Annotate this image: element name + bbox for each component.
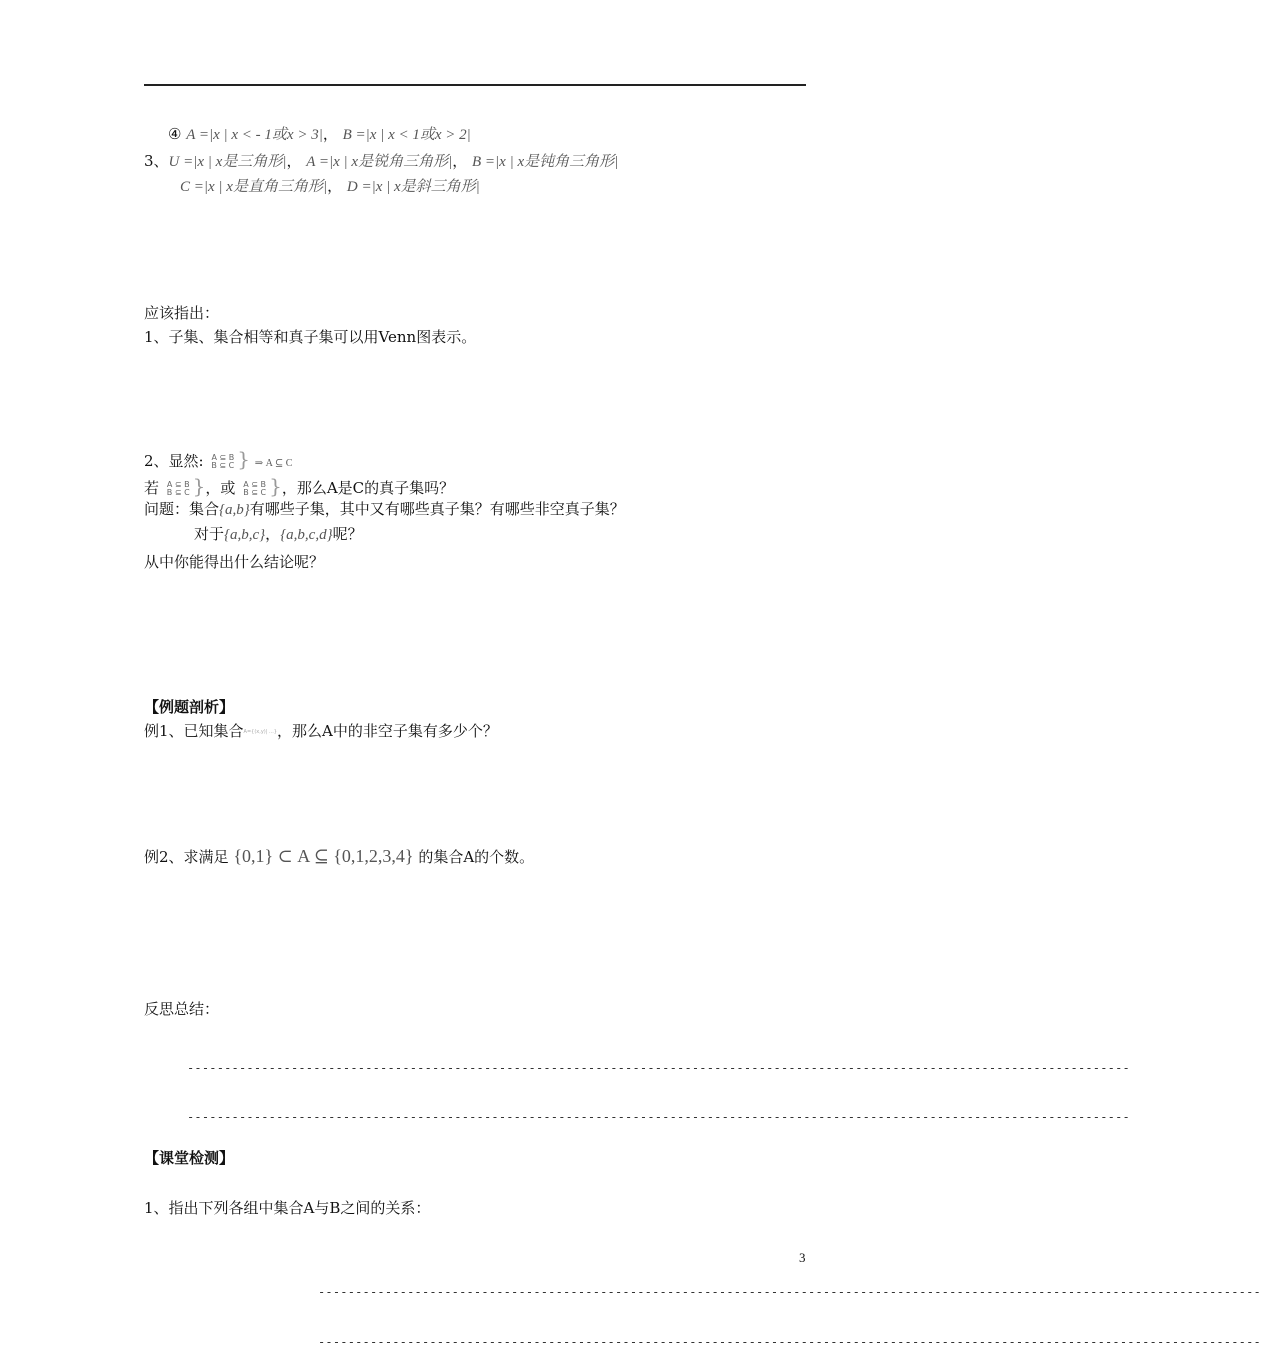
example-2-prefix: 例2、求满足 <box>144 848 229 866</box>
set-d-definition: D =|x | x是斜三角形| <box>346 179 480 195</box>
set-abc: {a,b,c} <box>224 527 266 543</box>
item-3-line <box>144 151 618 172</box>
answer-line-4: ------------------------------------------------------------------------------------------------------------------------------- <box>318 1335 1261 1349</box>
examples-heading: 【例题剖析】 <box>144 698 235 716</box>
implication-result: ⇒ A ⊆ C <box>254 458 293 469</box>
header-rule <box>144 84 806 86</box>
answer-line-3: ------------------------------------------------------------------------------------------------------------------------------- <box>318 1285 1261 1299</box>
right-brace: } <box>269 474 282 498</box>
stack-top: A ⊆ B <box>211 453 235 462</box>
comma: ， <box>322 125 338 143</box>
item-3-label: 3、 <box>144 152 169 170</box>
comma: ， <box>286 152 302 170</box>
example-1-prefix: 例1、已知集合 <box>144 722 244 740</box>
comma: ， <box>452 152 468 170</box>
question-line <box>144 499 625 520</box>
example-1 <box>144 721 498 742</box>
stack-bottom: B ⊆ C <box>243 488 267 497</box>
class-check-item-1: 1、指出下列各组中集合A与B之间的关系： <box>144 1199 431 1217</box>
answer-line-1: ------------------------------------------------------------------------------------------------------------------------------- <box>187 1061 1130 1075</box>
example-1-tail: ，那么A中的非空子集有多少个？ <box>276 722 498 740</box>
note-heading: 应该指出： <box>144 304 220 322</box>
if-label: 若 <box>144 479 160 497</box>
note-point-1: 1、子集、集合相等和真子集可以用Venn图表示。 <box>144 328 477 346</box>
set-a-definition: A =|x | x < - 1或x > 3| <box>186 127 323 143</box>
set-c-definition: C =|x | x是直角三角形| <box>180 179 328 195</box>
set-b-definition: B =|x | x < 1或x > 2| <box>342 127 471 143</box>
stack-bottom: B ⊆ C <box>211 461 235 470</box>
conclusion-question: 从中你能得出什么结论呢？ <box>144 553 325 571</box>
example-2 <box>144 846 534 867</box>
comma: ， <box>265 525 281 543</box>
item-3-line-2 <box>180 176 480 197</box>
or-label: ，或 <box>205 479 236 497</box>
for-tail: 呢？ <box>332 525 363 543</box>
example-2-tail: 的集合A的个数。 <box>418 848 535 866</box>
stack-top: A ⊆ B <box>166 480 190 489</box>
set-a-definition: A =|x | x是锐角三角形| <box>306 154 453 170</box>
for-line <box>194 524 363 545</box>
set-b-definition: B =|x | x是钝角三角形| <box>472 154 619 170</box>
if-tail: ，那么A是C的真子集吗？ <box>281 479 455 497</box>
condition-stack-1 <box>167 481 190 497</box>
circled-4: ④ <box>168 125 182 143</box>
note-if-line <box>144 476 454 498</box>
class-check-heading: 【课堂检测】 <box>144 1149 235 1167</box>
set-ab: {a,b} <box>219 502 250 518</box>
reflection-heading: 反思总结： <box>144 1000 220 1018</box>
right-brace: } <box>192 474 206 498</box>
point-2-label: 2、显然: <box>144 452 204 470</box>
example-1-set: A={(x,y)| ...} <box>243 729 277 735</box>
right-brace: } <box>237 447 250 471</box>
set-u-definition: U =|x | x是三角形| <box>168 154 287 170</box>
stack-top: A ⊆ B <box>243 480 267 489</box>
answer-line-2: ------------------------------------------------------------------------------------------------------------------------------- <box>187 1110 1130 1124</box>
implication-stack <box>211 454 234 470</box>
page-number: 3 <box>799 1250 806 1265</box>
set-abcd: {a,b,c,d} <box>280 527 333 543</box>
item-4-line <box>168 124 471 145</box>
question-tail: 有哪些子集，其中又有哪些真子集？有哪些非空真子集？ <box>249 500 625 518</box>
example-2-math: {0,1} ⊂ A ⊆ {0,1,2,3,4} <box>233 846 414 866</box>
note-point-2 <box>144 449 292 474</box>
for-label: 对于 <box>194 525 225 543</box>
comma: ， <box>327 177 343 195</box>
question-label: 问题：集合 <box>144 500 220 518</box>
stack-bottom: B ⊆ C <box>166 488 190 497</box>
condition-stack-2 <box>243 481 266 497</box>
